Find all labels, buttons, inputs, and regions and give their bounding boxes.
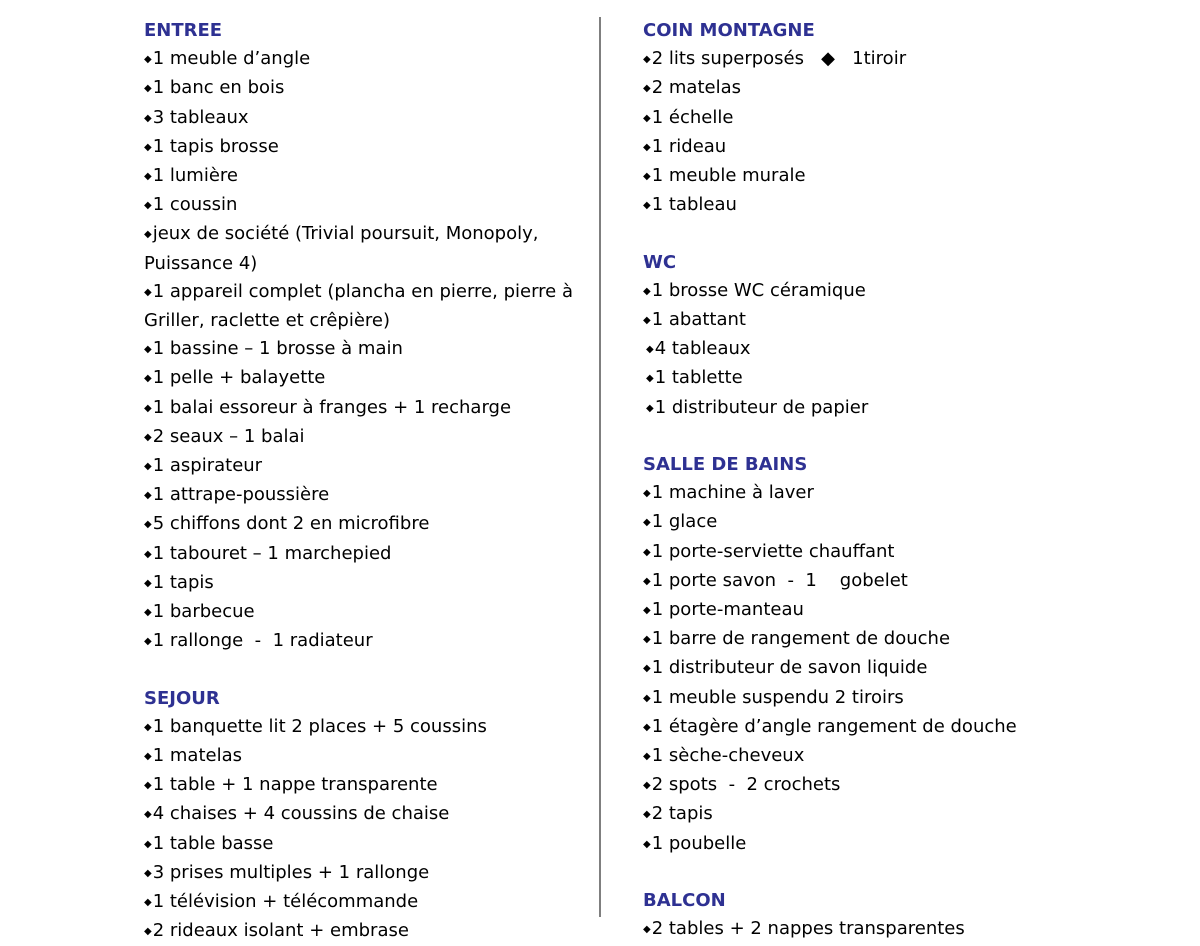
item-text: 2 seaux – 1 balai <box>152 425 305 447</box>
diamond-bullet-icon: ◆ <box>144 200 152 212</box>
item-text: 1 tapis <box>152 571 214 593</box>
item-text: 2 lits superposés ◆ 1tiroir <box>651 48 907 70</box>
inventory-item <box>643 508 1093 537</box>
inventory-item <box>643 479 1093 508</box>
inventory-item <box>643 104 1093 133</box>
item-text: 2 matelas <box>651 77 741 99</box>
diamond-bullet-icon: ◆ <box>144 490 152 502</box>
item-text: 3 prises multiples + 1 rallonge <box>152 861 430 883</box>
diamond-bullet-icon: ◆ <box>144 780 152 792</box>
item-text: 1 aspirateur <box>152 455 263 477</box>
item-text: 1 banquette lit 2 places + 5 coussins <box>152 715 487 737</box>
diamond-bullet-icon: ◆ <box>643 54 651 66</box>
diamond-bullet-icon: ◆ <box>144 751 152 763</box>
diamond-bullet-icon: ◆ <box>643 171 651 182</box>
item-text: 1 matelas <box>152 745 242 767</box>
inventory-item <box>646 335 1093 364</box>
inventory-item <box>643 306 1093 335</box>
diamond-bullet-icon: ◆ <box>643 663 651 675</box>
item-text: 1 appareil complet (plancha en pierre, pierre à Griller, raclette et crêpière) <box>144 280 579 332</box>
item-text: 1 machine à laver <box>651 482 814 504</box>
inventory-item <box>646 364 1093 393</box>
item-text: 1 rideau <box>651 135 727 157</box>
inventory-item <box>643 625 1093 654</box>
item-text: 1 étagère d’angle rangement de douche <box>651 715 1017 737</box>
item-list <box>643 277 1093 423</box>
diamond-bullet-icon: ◆ <box>643 924 651 936</box>
diamond-bullet-icon: ◆ <box>643 314 651 326</box>
inventory-item <box>643 538 1093 567</box>
inventory-item <box>643 800 1093 829</box>
item-list <box>144 713 594 946</box>
inventory-item <box>643 596 1093 625</box>
item-text: 1 tableau <box>651 194 737 216</box>
section-heading: COIN MONTAGNE <box>643 20 815 41</box>
right-column <box>643 17 1093 944</box>
inventory-item <box>144 888 594 917</box>
item-text: 1 barre de rangement de douche <box>651 628 951 650</box>
item-text: 1 sèche-cheveux <box>651 745 805 766</box>
inventory-item <box>144 481 594 510</box>
inventory-item <box>144 713 594 742</box>
item-text: 4 chaises + 4 coussins de chaise <box>152 803 450 825</box>
diamond-bullet-icon: ◆ <box>643 692 651 704</box>
diamond-bullet-icon: ◆ <box>144 461 152 473</box>
section-entree <box>144 17 594 656</box>
section-salle-de-bains <box>643 451 1093 859</box>
item-text: 1 porte-manteau <box>651 598 804 620</box>
item-text: 1 pelle + balayette <box>152 367 326 389</box>
inventory-item <box>643 74 1093 103</box>
section-heading: WC <box>643 251 677 273</box>
item-text: 3 tableaux <box>152 106 249 128</box>
item-text: 4 tableaux <box>654 338 751 360</box>
diamond-bullet-icon: ◆ <box>144 607 152 619</box>
inventory-item <box>144 74 594 103</box>
left-column <box>144 17 594 946</box>
item-text: 1 table + 1 nappe transparente <box>152 774 438 796</box>
inventory-item <box>144 569 594 598</box>
item-text: 1 échelle <box>651 106 734 128</box>
diamond-bullet-icon: ◆ <box>643 517 651 529</box>
item-text: 2 tables + 2 nappes transparentes <box>651 918 965 940</box>
item-list <box>643 45 1093 220</box>
diamond-bullet-icon: ◆ <box>643 200 651 212</box>
item-text: 1 porte-serviette chauffant <box>651 540 895 562</box>
item-list <box>643 479 1093 859</box>
diamond-bullet-icon: ◆ <box>643 809 651 821</box>
inventory-item <box>144 220 594 277</box>
diamond-bullet-icon: ◆ <box>643 721 651 733</box>
section-heading: ENTREE <box>144 20 223 41</box>
item-text: 1 tablette <box>654 367 743 389</box>
section-wc <box>643 249 1093 423</box>
inventory-item <box>643 742 1093 771</box>
diamond-bullet-icon: ◆ <box>144 636 152 648</box>
item-text: 1 distributeur de savon liquide <box>651 657 928 679</box>
diamond-bullet-icon: ◆ <box>643 780 651 792</box>
inventory-item <box>144 335 594 364</box>
column-divider <box>599 17 601 917</box>
diamond-bullet-icon: ◆ <box>144 402 152 414</box>
inventory-item <box>144 133 594 162</box>
item-text: 1 distributeur de papier <box>654 396 869 418</box>
diamond-bullet-icon: ◆ <box>643 112 651 124</box>
diamond-bullet-icon: ◆ <box>643 604 651 616</box>
inventory-item <box>144 598 594 627</box>
item-text: 1 porte savon - 1 gobelet <box>651 569 908 591</box>
inventory-item <box>643 684 1093 713</box>
item-text: jeux de société (Trivial poursuit, Monopoly, Puissance 4) <box>144 223 545 274</box>
inventory-item <box>144 510 594 539</box>
inventory-item <box>646 394 1093 423</box>
section-heading: BALCON <box>643 890 726 911</box>
section-heading: SALLE DE BAINS <box>643 453 808 475</box>
item-text: 1 meuble murale <box>651 165 806 186</box>
item-text: 1 brosse WC céramique <box>651 279 866 301</box>
item-list <box>643 915 1093 944</box>
item-text: 1 abattant <box>651 308 746 330</box>
inventory-item <box>144 771 594 800</box>
item-list <box>144 45 594 656</box>
inventory-item <box>643 830 1093 859</box>
inventory-item <box>144 800 594 829</box>
diamond-bullet-icon: ◆ <box>144 548 152 560</box>
inventory-item <box>144 278 594 335</box>
diamond-bullet-icon: ◆ <box>643 83 651 95</box>
diamond-bullet-icon: ◆ <box>144 809 152 821</box>
item-text: 5 chiffons dont 2 en microfibre <box>152 513 430 535</box>
item-text: 1 tapis brosse <box>152 135 279 157</box>
inventory-item <box>144 859 594 888</box>
diamond-bullet-icon: ◆ <box>646 402 654 414</box>
diamond-bullet-icon: ◆ <box>144 721 152 733</box>
diamond-bullet-icon: ◆ <box>144 83 152 95</box>
diamond-bullet-icon: ◆ <box>646 373 654 385</box>
inventory-item <box>144 627 594 656</box>
diamond-bullet-icon: ◆ <box>643 488 651 500</box>
diamond-bullet-icon: ◆ <box>144 926 152 938</box>
item-text: 1 poubelle <box>651 832 747 854</box>
inventory-item <box>643 567 1093 596</box>
inventory-item <box>144 394 594 423</box>
diamond-bullet-icon: ◆ <box>643 634 651 646</box>
diamond-bullet-icon: ◆ <box>144 141 152 153</box>
item-text: 1 meuble d’angle <box>152 48 311 70</box>
item-text: 1 lumière <box>152 165 238 186</box>
diamond-bullet-icon: ◆ <box>144 519 152 531</box>
item-text: 1 barbecue <box>152 601 255 623</box>
inventory-item <box>144 540 594 569</box>
inventory-item <box>144 423 594 452</box>
diamond-bullet-icon: ◆ <box>144 54 152 66</box>
inventory-item <box>643 771 1093 800</box>
item-text: 1 banc en bois <box>152 77 285 99</box>
item-text: 1 table basse <box>152 832 274 854</box>
diamond-bullet-icon: ◆ <box>643 751 651 762</box>
diamond-bullet-icon: ◆ <box>144 112 152 124</box>
inventory-item <box>643 915 1093 944</box>
inventory-item <box>144 452 594 481</box>
section-sejour <box>144 685 594 946</box>
diamond-bullet-icon: ◆ <box>144 838 152 850</box>
inventory-item <box>643 45 1093 74</box>
inventory-item <box>144 364 594 393</box>
inventory-item <box>643 713 1093 742</box>
item-text: 1 rallonge - 1 radiateur <box>152 630 373 652</box>
item-text: 1 tabouret – 1 marchepied <box>152 542 392 564</box>
diamond-bullet-icon: ◆ <box>646 344 654 356</box>
inventory-item <box>144 104 594 133</box>
diamond-bullet-icon: ◆ <box>643 141 651 153</box>
inventory-item <box>144 742 594 771</box>
item-text: 1 glace <box>651 511 718 533</box>
item-text: 2 tapis <box>651 803 713 825</box>
item-text: 1 attrape-poussière <box>152 484 330 506</box>
diamond-bullet-icon: ◆ <box>144 286 152 298</box>
item-text: 2 spots - 2 crochets <box>651 774 841 796</box>
inventory-item <box>144 162 594 191</box>
diamond-bullet-icon: ◆ <box>144 897 152 909</box>
inventory-item <box>643 654 1093 683</box>
item-text: 1 meuble suspendu 2 tiroirs <box>651 686 904 708</box>
diamond-bullet-icon: ◆ <box>643 285 651 297</box>
inventory-item <box>144 45 594 74</box>
diamond-bullet-icon: ◆ <box>144 577 152 589</box>
diamond-bullet-icon: ◆ <box>144 867 152 879</box>
inventory-item <box>643 133 1093 162</box>
item-text: 1 bassine – 1 brosse à main <box>152 338 403 360</box>
item-text: 2 rideaux isolant + embrase <box>152 920 409 942</box>
diamond-bullet-icon: ◆ <box>643 575 651 587</box>
inventory-item <box>144 191 594 220</box>
inventory-item <box>643 162 1093 191</box>
item-text: 1 coussin <box>152 194 238 216</box>
diamond-bullet-icon: ◆ <box>144 171 152 182</box>
inventory-item <box>144 830 594 859</box>
diamond-bullet-icon: ◆ <box>144 431 152 443</box>
item-text: 1 télévision + télécommande <box>152 891 419 913</box>
section-coin-montagne <box>643 17 1093 220</box>
diamond-bullet-icon: ◆ <box>144 344 152 356</box>
diamond-bullet-icon: ◆ <box>144 373 152 385</box>
diamond-bullet-icon: ◆ <box>643 546 651 558</box>
section-heading: SEJOUR <box>144 687 220 709</box>
inventory-item <box>144 917 594 946</box>
diamond-bullet-icon: ◆ <box>643 838 651 850</box>
inventory-item <box>643 277 1093 306</box>
diamond-bullet-icon: ◆ <box>144 229 152 241</box>
section-balcon <box>643 887 1093 944</box>
inventory-item <box>643 191 1093 220</box>
item-text: 1 balai essoreur à franges + 1 recharge <box>152 396 512 418</box>
